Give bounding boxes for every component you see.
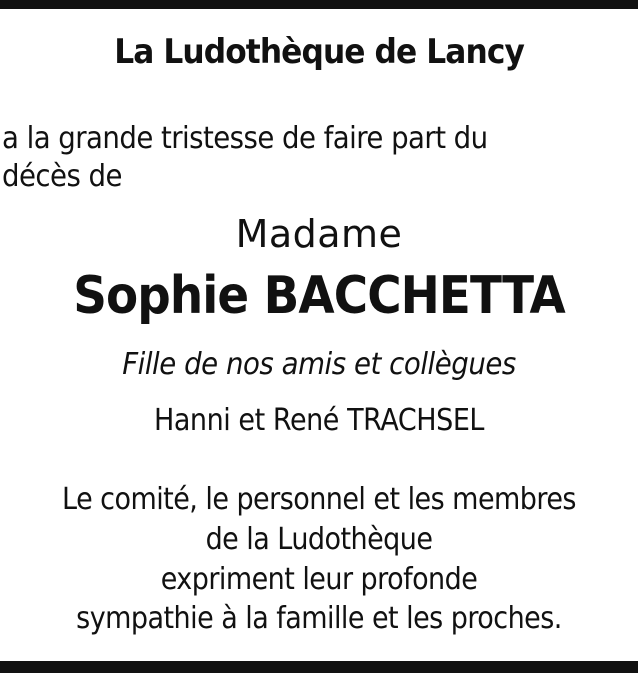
deceased-title: Madame <box>235 212 403 256</box>
announcement-intro-line-1: a la grande tristesse de faire part du <box>2 121 488 156</box>
closing-line-4: sympathie à la famille et les proches. <box>76 601 562 636</box>
closing-line-1: Le comité, le personnel et les membres <box>62 482 576 517</box>
parents-names: Hanni et René TRACHSEL <box>153 403 485 438</box>
top-border-rule <box>0 0 638 9</box>
closing-line-3: expriment leur profonde <box>160 562 478 597</box>
closing-line-2: de la Ludothèque <box>205 522 433 557</box>
organization-name: La Ludothèque de Lancy <box>114 32 524 72</box>
announcement-intro-line-2: décès de <box>2 159 122 194</box>
relation-text: Fille de nos amis et collègues <box>122 347 516 382</box>
deceased-name: Sophie BACCHETTA <box>73 266 565 326</box>
bottom-border-rule <box>0 661 638 673</box>
